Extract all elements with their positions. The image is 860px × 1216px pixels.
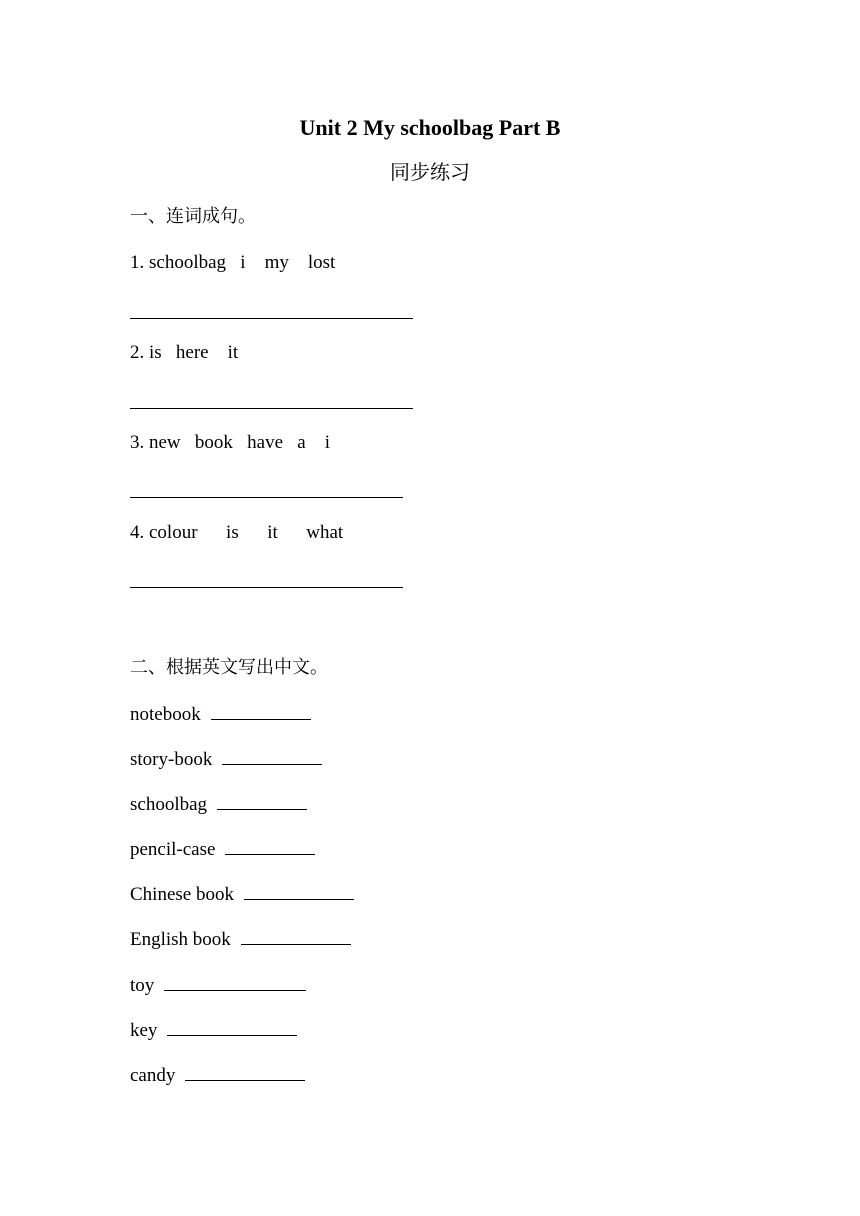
word-row-english-book [130,926,351,952]
word-label: key [130,1020,158,1041]
page-title: Unit 2 My schoolbag Part B [299,115,561,140]
sentence-item-4: 4. colour is it what [130,522,344,543]
answer-line-1[interactable] [130,318,413,319]
word-label: story-book [130,749,213,770]
word-row-chinese-book [130,881,354,907]
word-label: toy [130,975,155,996]
sentence-item-1: 1. schoolbag i my lost [130,252,336,273]
word-label: notebook [130,704,201,725]
answer-blank[interactable] [244,881,354,900]
answer-blank[interactable] [225,836,315,855]
page-subtitle: 同步练习 [390,160,470,184]
word-label: Chinese book [130,884,234,905]
word-row-schoolbag [130,791,307,817]
word-row-notebook [130,701,311,727]
section-1-heading: 一、连词成句。 [130,206,256,227]
word-row-candy [130,1062,305,1088]
answer-line-3[interactable] [130,497,403,498]
answer-line-2[interactable] [130,408,413,409]
section-2-heading: 二、根据英文写出中文。 [130,657,328,678]
sentence-item-2: 2. is here it [130,342,239,363]
answer-blank[interactable] [222,746,322,765]
answer-blank[interactable] [164,972,306,991]
word-label: English book [130,929,231,950]
word-row-toy [130,972,306,998]
word-label: pencil-case [130,839,216,860]
word-label: schoolbag [130,794,208,815]
answer-blank[interactable] [211,701,311,720]
answer-blank[interactable] [167,1017,297,1036]
word-row-pencil-case [130,836,315,862]
word-row-story-book [130,746,322,772]
answer-blank[interactable] [217,791,307,810]
word-row-key [130,1017,297,1043]
sentence-item-3: 3. new book have a i [130,432,330,453]
answer-blank[interactable] [241,926,351,945]
answer-line-4[interactable] [130,587,403,588]
word-label: candy [130,1065,176,1086]
answer-blank[interactable] [185,1062,305,1081]
